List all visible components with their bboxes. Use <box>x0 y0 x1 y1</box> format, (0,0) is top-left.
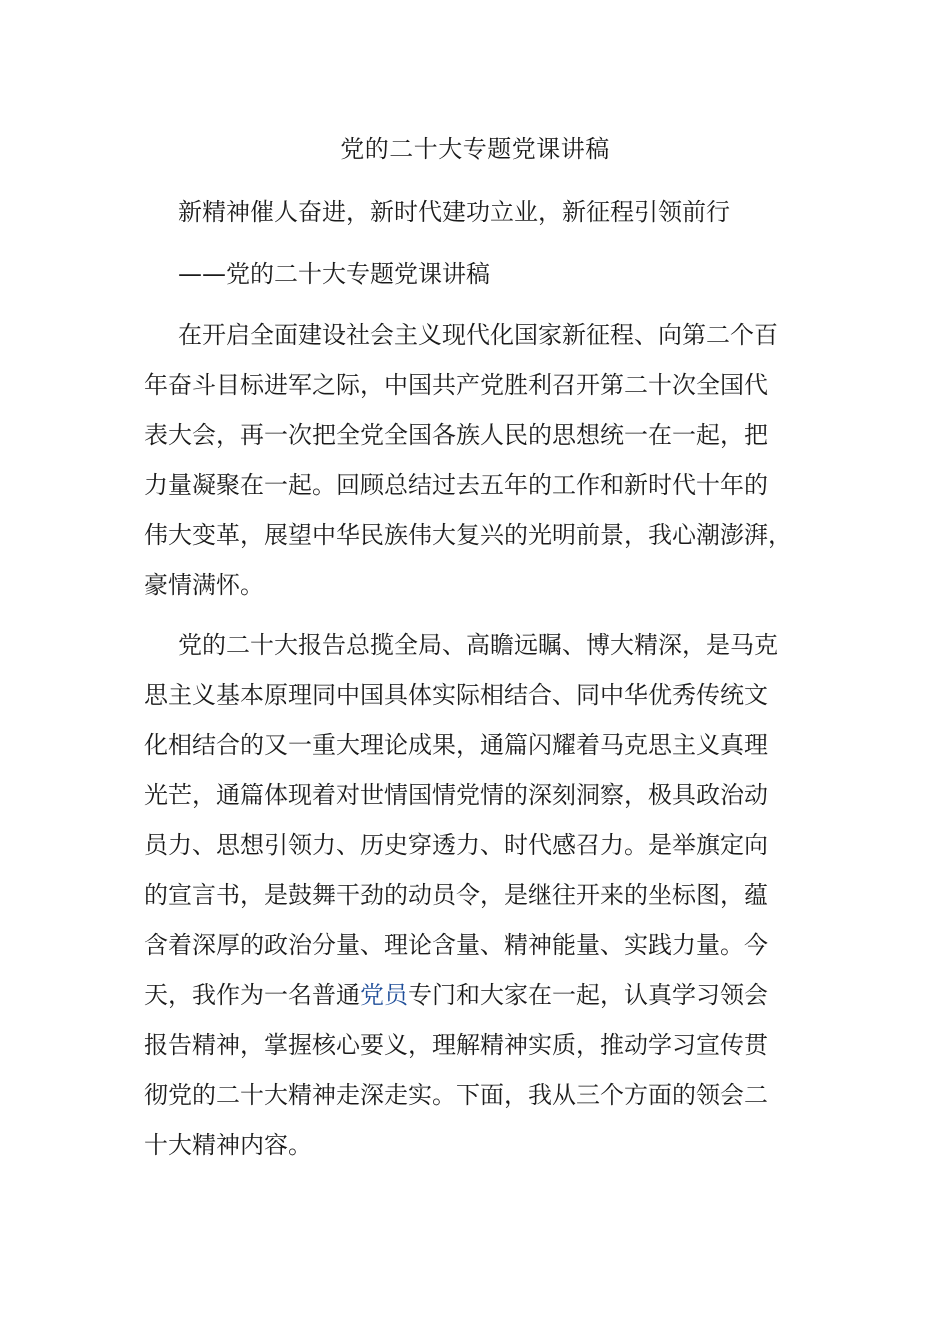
paragraph-line: 党的二十大报告总揽全局、高瞻远瞩、博大精深，是马克 <box>178 631 778 659</box>
paragraph-line-with-link <box>144 970 820 1020</box>
paragraph-intro <box>144 310 820 610</box>
paragraph-line: 年奋斗目标进军之际，中国共产党胜利召开第二十次全国代 <box>144 371 768 399</box>
paragraph-line: 思主义基本原理同中国具体实际相结合、同中华优秀传统文 <box>144 681 768 709</box>
paragraph-line: 化相结合的又一重大理论成果，通篇闪耀着马克思主义真理 <box>144 731 768 759</box>
paragraph-line: 在开启全面建设社会主义现代化国家新征程、向第二个百 <box>178 321 778 349</box>
document-title: 党的二十大专题党课讲稿 <box>340 135 610 163</box>
paragraph-line: 伟大变革，展望中华民族伟大复兴的光明前景，我心潮澎湃， <box>144 521 792 549</box>
subtitle-secondary: ——党的二十大专题党课讲稿 <box>178 260 490 288</box>
paragraph-line: 十大精神内容。 <box>144 1131 312 1159</box>
paragraph-line: 员力、思想引领力、历史穿透力、时代感召力。是举旗定向 <box>144 831 768 859</box>
subtitle-main: 新精神催人奋进，新时代建功立业，新征程引领前行 <box>178 198 730 226</box>
line-text-before-link: 天，我作为一名普通 <box>144 981 360 1009</box>
paragraph-line: 报告精神，掌握核心要义，理解精神实质，推动学习宣传贯 <box>144 1031 768 1059</box>
paragraph-line: 彻党的二十大精神走深走实。下面，我从三个方面的领会二 <box>144 1081 768 1109</box>
paragraph-line: 力量凝聚在一起。回顾总结过去五年的工作和新时代十年的 <box>144 471 768 499</box>
line-text-after-link: 专门和大家在一起，认真学习领会 <box>408 981 768 1009</box>
paragraph-line: 光芒，通篇体现着对世情国情党情的深刻洞察，极具政治动 <box>144 781 768 809</box>
paragraph-line: 含着深厚的政治分量、理论含量、精神能量、实践力量。今 <box>144 931 768 959</box>
paragraph-report <box>144 620 820 1170</box>
party-member-link[interactable]: 党员 <box>360 981 408 1009</box>
paragraph-line: 豪情满怀。 <box>144 571 264 599</box>
paragraph-line: 表大会，再一次把全党全国各族人民的思想统一在一起，把 <box>144 421 768 449</box>
paragraph-line: 的宣言书，是鼓舞干劲的动员令，是继往开来的坐标图，蕴 <box>144 881 768 909</box>
